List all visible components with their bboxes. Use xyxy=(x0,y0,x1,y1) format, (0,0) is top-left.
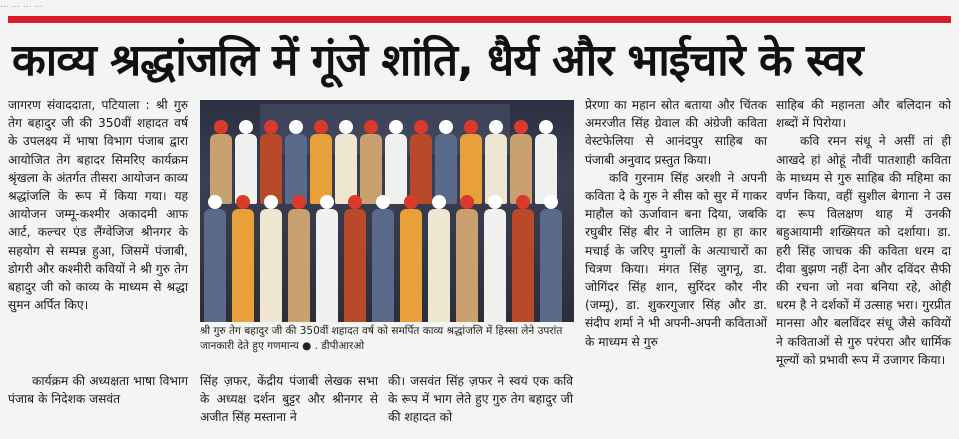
column-3-text-bottom: की। जसवंत सिंह ज़फर ने स्वयं एक कवि के रूप में भाग लेते हुए गुरु तेग बहादुर जी की शहादत को xyxy=(388,374,573,425)
photo-person xyxy=(410,120,432,204)
column-4 xyxy=(776,96,951,369)
photo-person xyxy=(316,195,338,322)
photo-person xyxy=(372,195,394,322)
photo-person xyxy=(210,120,232,204)
col3-paragraph-1: प्रेरणा का महान स्रोत बताया और चिंतक अमरजीत सिंह ग्रेवाल की अंग्रेजी कविता वेस्टफेलिया से आनंदपुर साहिब का पंजाबी अनुवाद प्रस्तुत किया। xyxy=(585,98,767,167)
photo-person xyxy=(400,195,422,322)
headline: काव्य श्रद्धांजलि में गूंजे शांति, धैर्य और भाईचारे के स्वर xyxy=(12,35,863,86)
photo-person xyxy=(344,195,366,322)
photo-person xyxy=(485,120,507,204)
photo-person xyxy=(310,120,332,204)
photo-person xyxy=(285,120,307,204)
photo-person xyxy=(456,195,478,322)
col4-paragraph-2: कवि रमन संधू ने असीं तां ही आखदे हां ओहूं नौवीं पातशाही कविता के माध्यम से गुरु साहिब की महिमा का वर्णन किया, वहीं सुशील बेगाना ने उस दा रूप विलक्षण थाह में उनकी बहुआयामी शख्सियत को दर्शाया। डा. हरी सिंह जाचक की कविता धरम दा दीवा बुझण नहीं देना और दविंदर सैफी की रचना जो नवा बनिया रहे, ओही धरम है ने दर्शकों में उत्साह भरा। गुरप्रीत मानसा और बलविंदर संधू जैसे कवियों ने कविताओं से गुरु परंपरा और धार्मिक मूल्यों को प्रभावी रूप में उजागर किया। xyxy=(776,134,951,367)
photo-person xyxy=(260,195,282,322)
photo-caption: श्री गुरु तेग बहादुर जी की 350वीं शहादत वर्ष को समर्पित काव्य श्रद्धांजलि में हिस्सा लेने उपरांत जानकारी देते हुए गणमान्य ● . डीपीआरओ xyxy=(200,325,563,352)
column-3 xyxy=(585,96,767,351)
photo-person xyxy=(204,195,226,322)
photo-person xyxy=(360,120,382,204)
photo-person xyxy=(484,195,506,322)
col3-paragraph-2: कवि गुरनाम सिंह अरशी ने अपनी कविता दे के गुरु ने सीस को सुर में गाकर माहौल को ऊर्जावान बना दिया, जबकि रघुबीर सिंह बीर ने जालिम हा हा कार मचाई के जरिए मुगलों के अत्याचारों का चित्रण किया। मंगत सिंह जुगनू, डा. जोगिंदर सिंह शान, सुरिंदर कौर नीर (जम्मू), डा. शुकरगुजार सिंह और डा. संदीप शर्मा ने भी अपनी-अपनी कविताओं के माध्यम से गुरु xyxy=(585,170,767,349)
column-2-text: सिंह ज़फर, केंद्रीय पंजाबी लेखक सभा के अध्यक्ष दर्शन बुट्टर और श्रीनगर से अजीत सिंह मस्ताना ने xyxy=(200,374,378,425)
photo-person xyxy=(435,120,457,204)
photo-person xyxy=(232,195,254,322)
photo-person xyxy=(535,120,557,204)
col1-paragraph-2: कार्यक्रम की अध्यक्षता भाषा विभाग पंजाब के निदेशक जसवंत xyxy=(8,374,188,407)
cut-off-previous-article-text: ... ... ... ... xyxy=(0,0,43,10)
column-1 xyxy=(8,96,188,314)
photo-person xyxy=(235,120,257,204)
photo-person xyxy=(288,195,310,322)
photo-person xyxy=(460,120,482,204)
column-1-continued xyxy=(8,372,188,408)
col4-paragraph-1: साहिब की महानता और बलिदान को शब्दों में पिरोया। xyxy=(776,98,951,131)
photo-person xyxy=(260,120,282,204)
col1-paragraph-1: जागरण संवाददाता, पटियाला : श्री गुरु तेग बहादुर जी की 350वीं शहादत वर्ष के उपलक्ष्य में भाषा विभाग पंजाब द्वारा आयोजित तेग बहादर सिमरिए कार्यक्रम श्रृंखला के अंतर्गत तीसरा आयोजन काव्य श्रद्धांजलि के रूप में किया गया। यह आयोजन जम्मू-कश्मीर अकादमी आफ आर्ट, कल्चर एंड लैंग्वेजिज श्रीनगर के सहयोग से सम्पन्न हुआ, जिसमें पंजाबी, डोगरी और कश्मीरी कवियों ने श्री गुरु तेग बहादुर जी को काव्य के माध्यम से श्रद्धा सुमन अर्पित किए। xyxy=(8,98,188,313)
red-divider-rule xyxy=(8,16,951,23)
photo-person xyxy=(335,120,357,204)
photo-person xyxy=(512,195,534,322)
photo-person xyxy=(428,195,450,322)
photo-person xyxy=(510,120,532,204)
photo-person xyxy=(540,195,562,322)
photo-person xyxy=(385,120,407,204)
event-photo xyxy=(200,100,574,322)
